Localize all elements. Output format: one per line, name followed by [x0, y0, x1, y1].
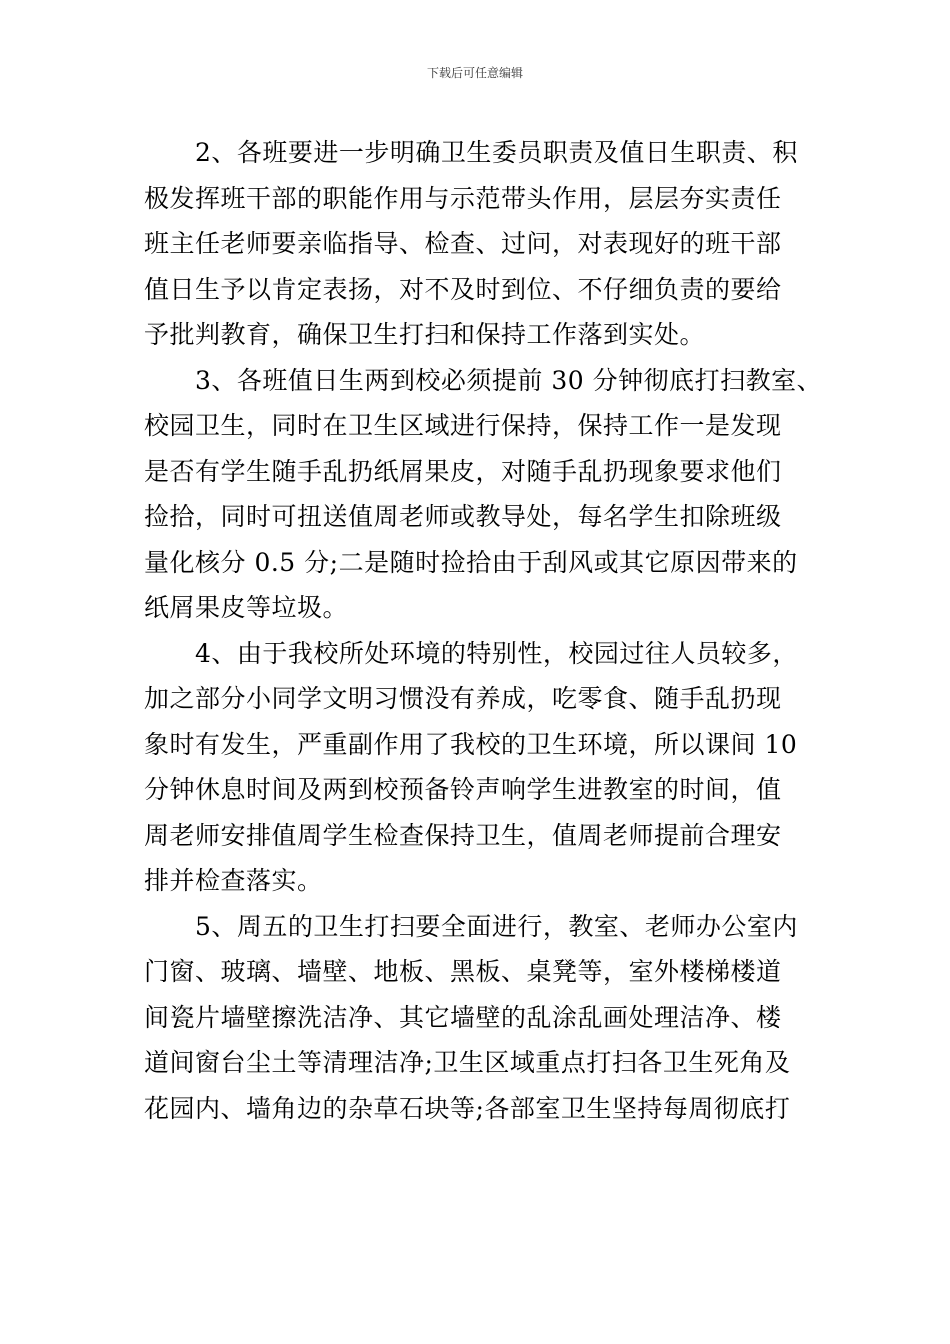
text-line: 道间窗台尘土等清理洁净;卫生区域重点打扫各卫生死角及 [144, 1048, 791, 1077]
text-line: 周老师安排值周学生检查保持卫生，值周老师提前合理安 [144, 820, 782, 850]
paragraph-5 [144, 904, 810, 1132]
text-line: 象时有发生，严重副作用了我校的卫生环境，所以课间 10 [144, 729, 798, 759]
text-line: 门窗、玻璃、墙壁、地板、黑板、桌凳等，室外楼梯楼道 [144, 957, 782, 986]
text-line: 量化核分 0.5 分;二是随时捡拾由于刮风或其它原因带来的 [144, 547, 798, 577]
text-line: 花园内、墙角边的杂草石块等;各部室卫生坚持每周彻底打 [144, 1093, 791, 1123]
text-line: 2、各班要进一步明确卫生委员职责及值日生职责、积 [144, 138, 798, 167]
text-line: 4、由于我校所处环境的特别性，校园过往人员较多， [144, 638, 798, 668]
text-line: 是否有学生随手乱扔纸屑果皮，对随手乱扔现象要求他们 [144, 456, 782, 486]
paragraph-2 [144, 130, 810, 358]
text-line: 纸屑果皮等垃圾。 [144, 593, 349, 622]
text-line: 捡拾，同时可扭送值周老师或教导处，每名学生扣除班级 [144, 502, 782, 531]
text-line: 分钟休息时间及两到校预备铃声响学生进教室的时间，值 [144, 775, 782, 804]
text-line: 加之部分小同学文明习惯没有养成，吃零食、随手乱扔现 [144, 684, 782, 713]
page-header: 下载后可任意编辑 [426, 66, 523, 80]
text-line: 5、周五的卫生打扫要全面进行，教室、老师办公室内 [144, 911, 798, 941]
text-line: 予批判教育，确保卫生打扫和保持工作落到实处。 [144, 320, 706, 349]
text-line: 3、各班值日生两到校必须提前 30 分钟彻底打扫教室、 [144, 365, 823, 395]
text-line: 排并检查落实。 [144, 866, 323, 895]
text-line: 值日生予以肯定表扬，对不及时到位、不仔细负责的要给 [144, 274, 782, 304]
text-line: 校园卫生，同时在卫生区域进行保持，保持工作一是发现 [144, 411, 782, 440]
paragraph-4 [144, 631, 810, 904]
text-line: 极发挥班干部的职能作用与示范带头作用，层层夯实责任 [144, 183, 782, 213]
text-line: 间瓷片墙壁擦洗洁净、其它墙壁的乱涂乱画处理洁净、楼 [144, 1002, 782, 1032]
text-line: 班主任老师要亲临指导、检查、过问，对表现好的班干部 [144, 229, 782, 258]
paragraph-3 [144, 358, 823, 631]
document-body [144, 130, 823, 1131]
